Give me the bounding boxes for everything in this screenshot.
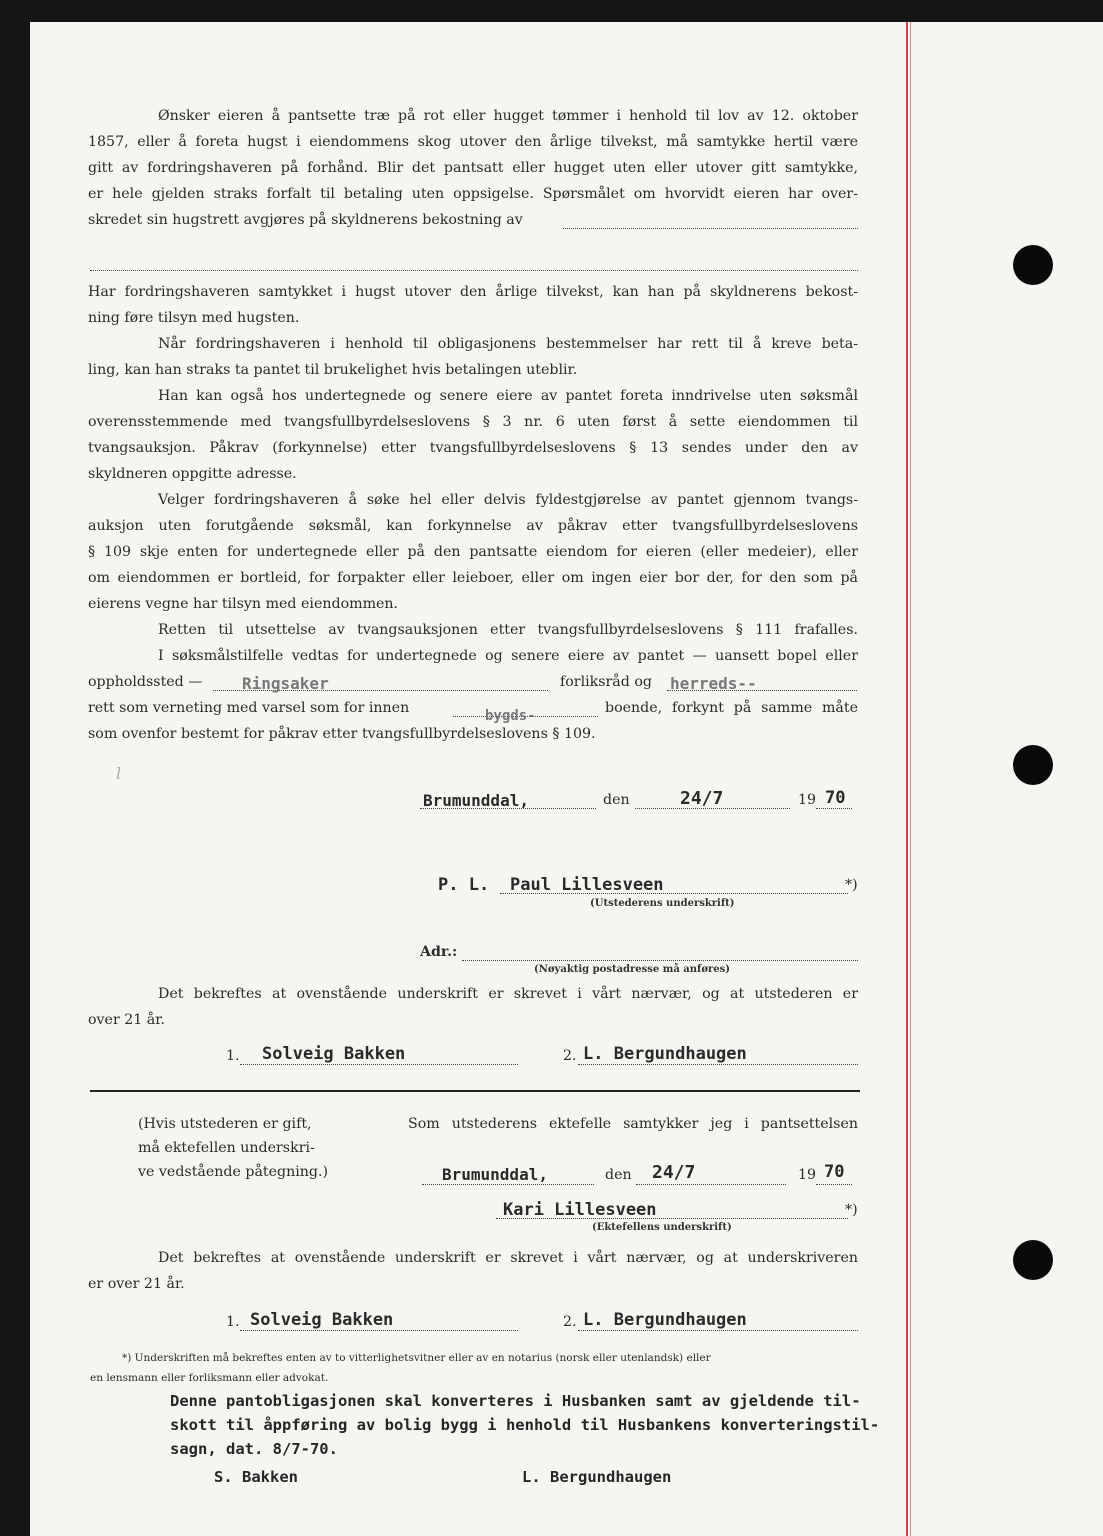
text-line: ling, kan han straks ta pantet til brukelighet hvis betalingen uteblir. [88, 362, 578, 378]
text-line: ning føre tilsyn med hugsten. [88, 310, 300, 326]
footnote-line: en lensmann eller forliksmann eller advokat. [90, 1372, 329, 1384]
spouse-name: Kari Lillesveen [503, 1200, 657, 1220]
text-line: Det bekreftes at ovenstående underskrift er skrevet i vårt nærvær, og at utstederen er [158, 986, 858, 1002]
venue-court2: bygds- [485, 708, 536, 724]
witness-name: L. Bergundhaugen [583, 1044, 747, 1064]
witness-line [240, 1330, 518, 1331]
venue-line2-prefix: rett som verneting med varsel som for innen [88, 700, 410, 716]
text-line: I søksmålstilfelle vedtas for undertegnede og senere eiere av pantet — uansett bopel eller [158, 648, 858, 664]
text-line: Det bekreftes at ovenstående underskrift er skrevet i vårt nærvær, og at underskriveren [158, 1250, 858, 1266]
witness-line [240, 1064, 518, 1065]
text-line: gitt av fordringshaveren på forhånd. Blir det pantsatt eller hugget uten eller utover gitt samtykke, [88, 160, 858, 176]
section-divider [90, 1090, 860, 1092]
year-prefix: 19 [798, 792, 817, 808]
address-line [462, 960, 858, 961]
spouse-caption: (Ektefellens underskrift) [592, 1222, 732, 1233]
spouse-consent: Som utstederens ektefelle samtykker jeg i pantsettelsen [408, 1116, 858, 1132]
typed-signer: L. Bergundhaugen [522, 1468, 672, 1486]
place-value: Brumunddal, [442, 1165, 548, 1184]
venue-place: Ringsaker [242, 674, 329, 693]
typed-signer: S. Bakken [214, 1468, 298, 1486]
footnote-line: *) Underskriften må bekreftes enten av to vitterlighetsvitner eller av en notarius (norsk eller utenlandsk) eller [122, 1352, 711, 1364]
address-caption: (Nøyaktig postadresse må anføres) [534, 964, 731, 975]
spouse-note-line: (Hvis utstederen er gift, [138, 1116, 312, 1132]
place-line [422, 1184, 594, 1185]
text-line: er hele gjelden straks forfalt til betaling uten oppsigelse. Spørsmålet om hvorvidt eieren har over- [88, 186, 858, 202]
margin-mark: l [116, 764, 122, 783]
date-line [636, 1184, 786, 1185]
punch-hole [1013, 745, 1053, 785]
year-value: 70 [825, 788, 846, 808]
red-margin-line [906, 22, 908, 1536]
text-line: er over 21 år. [88, 1276, 185, 1292]
place-value: Brumunddal, [423, 791, 529, 810]
typed-note-line: Denne pantobligasjonen skal konverteres i Husbanken samt av gjeldende til- [170, 1392, 861, 1410]
venue-line3: som ovenfor bestemt for påkrav etter tvangsfullbyrdelseslovens § 109. [88, 726, 596, 742]
spouse-mark: *) [845, 1202, 858, 1218]
typed-note-line: sagn, dat. 8/7-70. [170, 1440, 338, 1458]
spouse-note-line: ve vedstående påtegning.) [138, 1164, 329, 1180]
text-line: Retten til utsettelse av tvangsauksjonen etter tvangsfullbyrdelseslovens § 111 frafalles. [158, 622, 858, 638]
text-line: skyldneren oppgitte adresse. [88, 466, 297, 482]
year-line [816, 1184, 852, 1185]
text-line: auksjon uten forutgående søksmål, kan forkynnelse av påkrav etter tvangsfullbyrdelseslovens [88, 518, 858, 534]
witness-name: Solveig Bakken [250, 1310, 394, 1330]
issuer-name: Paul Lillesveen [510, 875, 664, 895]
text-line: over 21 år. [88, 1012, 165, 1028]
year-prefix: 19 [798, 1167, 817, 1183]
text-line: 1857, eller å foreta hugst i eiendommens skog utover den årlige tilvekst, må samtykke hertil være [88, 134, 858, 150]
venue-court: herreds-- [670, 674, 757, 693]
venue-line2-suffix: boende, forkynt på samme måte [605, 700, 858, 716]
text-line: skredet sin hugstrett avgjøres på skyldnerens bekostning av [88, 212, 523, 228]
blank-field-line [90, 270, 858, 271]
witness-name: Solveig Bakken [262, 1044, 406, 1064]
text-line: eierens vegne har tilsyn med eiendommen. [88, 596, 399, 612]
text-line: Han kan også hos undertegnede og senere eiere av pantet foreta inndrivelse uten søksmål [158, 388, 858, 404]
blank-field-line [563, 228, 858, 229]
text-line: § 109 skje enten for undertegnede eller på den pantsatte eiendom for eieren (eller medeier), eller [88, 544, 858, 560]
den-label: den [605, 1167, 632, 1183]
date-value: 24/7 [680, 788, 724, 809]
witness-number: 2. [563, 1048, 577, 1064]
witness-number: 1. [226, 1048, 240, 1064]
text-line: Velger fordringshaveren å søke hel eller delvis fyldestgjørelse av pantet gjennom tvangs- [158, 492, 858, 508]
witness-name: L. Bergundhaugen [583, 1310, 747, 1330]
text-line: om eiendommen er bortleid, for forpakter eller leieboer, eller om ingen eier bor der, for den som på [88, 570, 858, 586]
witness-line [578, 1064, 858, 1065]
address-label: Adr.: [420, 944, 458, 960]
text-line: Har fordringshaveren samtykket i hugst utover den årlige tilvekst, kan han på skyldnerens bekost- [88, 284, 858, 300]
issuer-caption: (Utstederens underskrift) [590, 898, 735, 909]
year-value: 70 [824, 1162, 845, 1182]
text-line: tvangsauksjon. Påkrav (forkynnelse) etter tvangsfullbyrdelseslovens § 13 sendes under den av [88, 440, 858, 456]
text-line: Ønsker eieren å pantsette træ på rot eller hugget tømmer i henhold til lov av 12. oktober [158, 108, 858, 124]
issuer-mark: *) [845, 877, 858, 893]
red-margin-line-inner [910, 22, 911, 1536]
year-line [816, 808, 852, 809]
punch-hole [1013, 1240, 1053, 1280]
venue-mid: forliksråd og [560, 674, 652, 690]
issuer-prefix: P. L. [438, 875, 490, 895]
date-value: 24/7 [652, 1162, 696, 1183]
venue-prefix: oppholdssted — [88, 674, 203, 690]
typed-note-line: skott til åppføring av bolig bygg i henhold til Husbankens konverteringstil- [170, 1416, 880, 1434]
text-line: Når fordringshaveren i henhold til obligasjonens bestemmelser har rett til å kreve beta- [158, 336, 858, 352]
den-label: den [603, 792, 630, 808]
witness-number: 1. [226, 1314, 240, 1330]
text-line: overensstemmende med tvangsfullbyrdelseslovens § 3 nr. 6 uten først å sette eiendommen til [88, 414, 858, 430]
witness-number: 2. [563, 1314, 577, 1330]
witness-line [578, 1330, 858, 1331]
spouse-note-line: må ektefellen underskri- [138, 1140, 315, 1156]
punch-hole [1013, 245, 1053, 285]
document-page [30, 22, 1103, 1536]
